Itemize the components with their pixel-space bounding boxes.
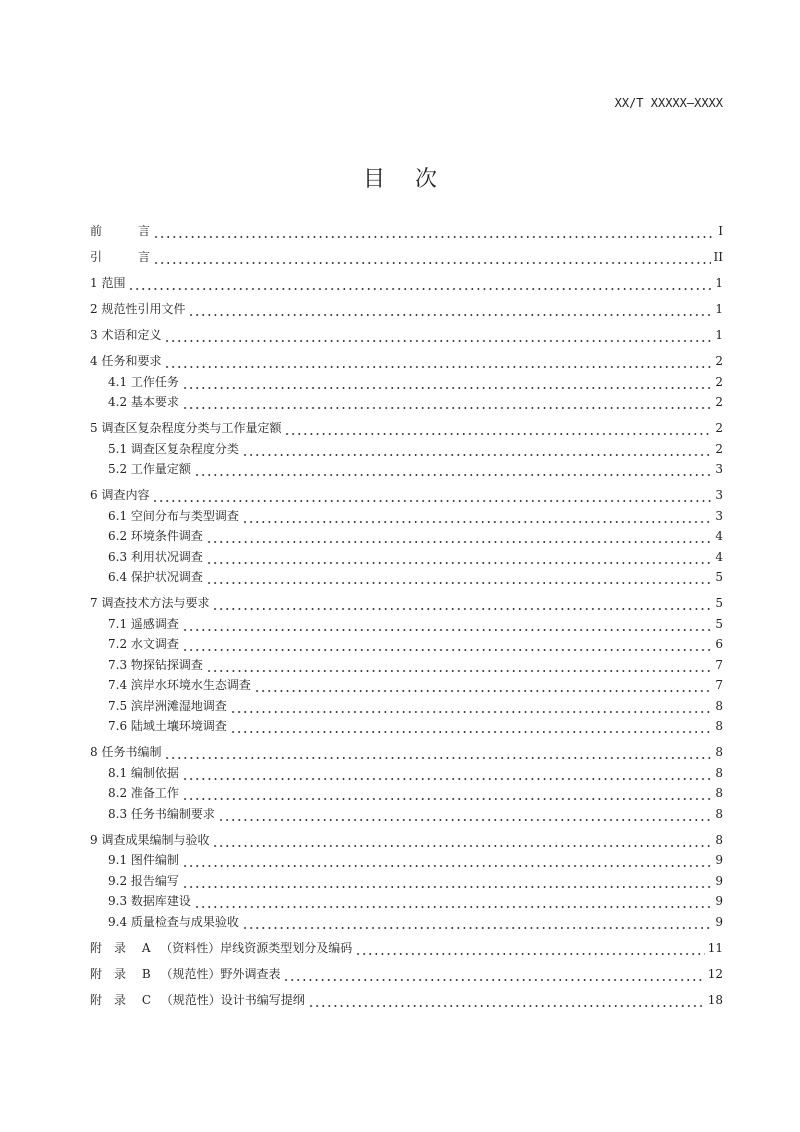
dot-leader	[164, 327, 712, 343]
toc-entry-page: 8	[715, 765, 723, 780]
toc-entry-label: 8.2 准备工作	[108, 786, 179, 800]
toc-entry-page: 5	[715, 616, 723, 631]
toc-entry-label: 7.4 滨岸水环境水生态调查	[108, 678, 251, 692]
toc-entry-page: 8	[715, 745, 723, 759]
toc-entry-label: 7.2 水文调查	[108, 637, 179, 651]
dot-leader	[284, 420, 712, 436]
toc-entry[interactable]	[90, 595, 723, 611]
toc-entry-page: 9	[715, 853, 723, 867]
dot-leader	[212, 595, 712, 611]
toc-entry[interactable]	[90, 301, 723, 317]
toc-entry-page: 7	[715, 657, 723, 672]
toc-entry-label: 6.2 环境条件调查	[108, 529, 203, 543]
toc-entry[interactable]	[90, 569, 723, 585]
toc-entry[interactable]	[90, 940, 723, 956]
dot-leader	[283, 966, 704, 982]
toc-entry-label: 4 任务和要求	[90, 354, 162, 368]
dot-leader	[355, 940, 704, 956]
toc-entry-page: 8	[715, 832, 723, 847]
toc-entry[interactable]	[90, 275, 723, 291]
dot-leader	[254, 677, 712, 693]
toc-entry-label: 8.1 编制依据	[108, 765, 179, 780]
toc-entry-label: 附 录 C （规范性）设计书编写提纲	[90, 992, 305, 1007]
toc-entry[interactable]	[90, 914, 723, 930]
toc-entry-page: 2	[715, 395, 723, 409]
toc-entry-page: 3	[715, 508, 723, 523]
toc-entry[interactable]	[90, 806, 723, 822]
toc-entry[interactable]	[90, 487, 723, 503]
toc-entry-page: 4	[715, 549, 723, 564]
toc-entry-label: 5.1 调查区复杂程度分类	[108, 441, 239, 456]
toc-entry-page: 8	[715, 698, 723, 713]
dot-leader	[164, 353, 712, 369]
toc-entry-label: 4.2 基本要求	[108, 395, 179, 409]
toc-entry-label: 7.6 陆域土壤环境调查	[108, 719, 227, 733]
toc-entry-label: 3 术语和定义	[90, 328, 162, 342]
toc-entry-page: 1	[715, 276, 723, 290]
toc-entry-label: 9.2 报告编写	[108, 873, 179, 888]
toc-entry[interactable]	[90, 223, 723, 239]
toc-entry-page: 2	[715, 421, 723, 435]
toc-entry[interactable]	[90, 420, 723, 436]
dot-leader	[182, 852, 712, 868]
dot-leader	[206, 549, 712, 565]
toc-entry-page: 8	[715, 786, 723, 800]
toc-entry[interactable]	[90, 616, 723, 632]
dot-leader	[242, 508, 712, 524]
toc-entry[interactable]	[90, 327, 723, 343]
toc-entry[interactable]	[90, 677, 723, 693]
toc-entry-label: 附 录 B （规范性）野外调查表	[90, 966, 281, 981]
toc-entry[interactable]	[90, 461, 723, 477]
page-title: 目次	[362, 167, 467, 192]
toc-entry-label: 6.4 保护状况调查	[108, 570, 203, 584]
dot-leader	[128, 275, 712, 291]
dot-leader	[218, 806, 712, 822]
toc-entry-page: 2	[715, 374, 723, 389]
toc-entry-page: 9	[715, 873, 723, 888]
dot-leader	[182, 616, 712, 632]
toc-entry-label: 5 调查区复杂程度分类与工作量定额	[90, 421, 282, 435]
toc-entry-page: II	[713, 250, 723, 264]
toc-entry-page: 18	[707, 992, 723, 1007]
dot-leader	[194, 461, 712, 477]
toc-entry[interactable]	[90, 744, 723, 760]
toc-entry[interactable]	[90, 992, 723, 1008]
toc-entry-label: 2 规范性引用文件	[90, 302, 186, 316]
toc-entry-label: 引 言	[90, 250, 151, 264]
toc-entry-label: 6.3 利用状况调查	[108, 549, 203, 564]
toc-entry-label: 5.2 工作量定额	[108, 462, 191, 476]
toc-entry[interactable]	[90, 718, 723, 734]
toc-entry[interactable]	[90, 528, 723, 544]
dot-leader	[194, 893, 712, 909]
toc-entry-label: 6 调查内容	[90, 488, 150, 502]
toc-entry[interactable]	[90, 441, 723, 457]
dot-leader	[153, 223, 712, 239]
toc-entry-page: 1	[715, 328, 723, 342]
toc-entry-page: I	[718, 224, 723, 238]
toc-entry-label: 8.3 任务书编制要求	[108, 806, 215, 821]
toc-entry-label: 9 调查成果编制与验收	[90, 832, 210, 847]
dot-leader	[182, 785, 712, 801]
toc-entry-label: 7 调查技术方法与要求	[90, 596, 210, 610]
dot-leader	[242, 914, 712, 930]
toc-entry-page: 8	[715, 806, 723, 821]
toc-entry-page: 2	[715, 441, 723, 456]
standard-code: XX/T XXXXX—XXXX	[614, 96, 723, 110]
toc-entry-page: 9	[715, 894, 723, 908]
dot-leader	[206, 569, 712, 585]
toc-entry[interactable]	[90, 966, 723, 982]
toc-entry-page: 1	[715, 302, 723, 316]
toc-entry[interactable]	[90, 657, 723, 673]
table-of-contents	[90, 223, 723, 1008]
toc-entry-page: 2	[715, 354, 723, 368]
dot-leader	[152, 487, 712, 503]
toc-entry[interactable]	[90, 636, 723, 652]
dot-leader	[230, 718, 712, 734]
toc-entry[interactable]	[90, 353, 723, 369]
toc-entry-page: 8	[715, 719, 723, 733]
dot-leader	[206, 528, 712, 544]
toc-entry-label: 附 录 A （资料性）岸线资源类型划分及编码	[90, 940, 353, 955]
toc-entry-label: 7.5 滨岸洲滩湿地调查	[108, 698, 227, 713]
toc-entry[interactable]	[90, 698, 723, 714]
toc-entry[interactable]	[90, 549, 723, 565]
dot-leader	[206, 657, 712, 673]
toc-entry-label: 9.1 图件编制	[108, 853, 179, 867]
toc-entry[interactable]	[90, 893, 723, 909]
toc-entry-label: 1 范围	[90, 276, 126, 290]
toc-entry-label: 4.1 工作任务	[108, 374, 179, 389]
toc-entry-label: 9.4 质量检查与成果验收	[108, 914, 239, 929]
toc-entry-label: 6.1 空间分布与类型调查	[108, 508, 239, 523]
toc-entry-label: 9.3 数据库建设	[108, 894, 191, 908]
toc-entry-label: 8 任务书编制	[90, 745, 162, 759]
dot-leader	[153, 249, 711, 265]
toc-entry[interactable]	[90, 785, 723, 801]
toc-entry-page: 5	[715, 570, 723, 584]
toc-entry-label: 7.3 物探钻探调查	[108, 657, 203, 672]
toc-entry[interactable]	[90, 832, 723, 848]
dot-leader	[182, 636, 712, 652]
toc-entry[interactable]	[90, 394, 723, 410]
toc-entry[interactable]	[90, 374, 723, 390]
toc-entry-page: 6	[715, 637, 723, 651]
dot-leader	[182, 394, 712, 410]
toc-entry[interactable]	[90, 249, 723, 265]
toc-entry-page: 5	[715, 596, 723, 610]
toc-entry-page: 4	[715, 529, 723, 543]
toc-entry-page: 12	[707, 966, 723, 981]
toc-entry-page: 3	[715, 462, 723, 476]
dot-leader	[212, 832, 712, 848]
toc-entry-page: 9	[715, 914, 723, 929]
dot-leader	[182, 374, 712, 390]
toc-entry[interactable]	[90, 873, 723, 889]
toc-entry[interactable]	[90, 765, 723, 781]
toc-entry-page: 11	[707, 940, 723, 955]
toc-entry-label: 前 言	[90, 224, 151, 238]
toc-entry[interactable]	[90, 508, 723, 524]
toc-entry-page: 3	[715, 488, 723, 502]
dot-leader	[188, 301, 712, 317]
dot-leader	[182, 765, 712, 781]
toc-entry-page: 7	[715, 678, 723, 692]
dot-leader	[230, 698, 712, 714]
toc-entry-label: 7.1 遥感调查	[108, 616, 179, 631]
dot-leader	[308, 992, 705, 1008]
dot-leader	[182, 873, 712, 889]
dot-leader	[164, 744, 712, 760]
toc-entry[interactable]	[90, 852, 723, 868]
dot-leader	[242, 441, 712, 457]
